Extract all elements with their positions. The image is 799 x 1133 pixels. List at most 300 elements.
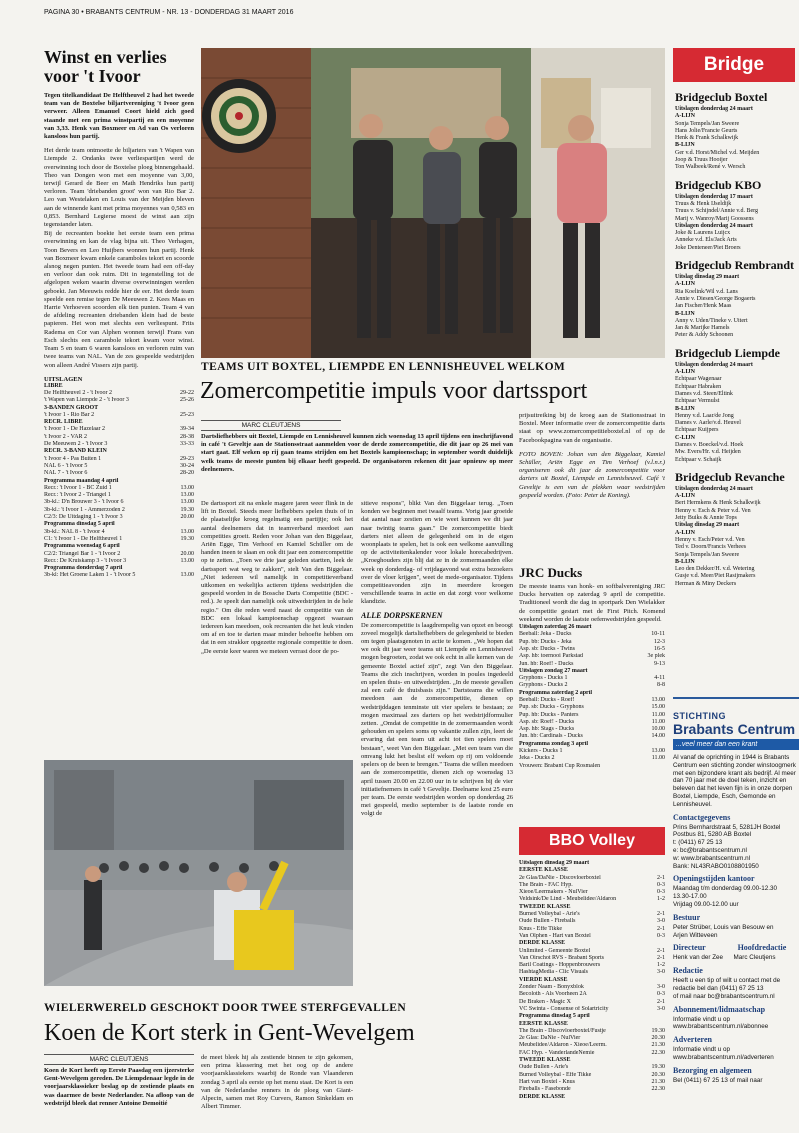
bridge-club-title: Bridgeclub KBO bbox=[675, 177, 762, 192]
biljart-result-row bbox=[44, 434, 194, 441]
bridge-result-line: Echtpaar Habraken bbox=[675, 383, 722, 390]
biljart-result-score bbox=[174, 521, 194, 528]
bridge-result-line: Ger v.d. Horst/Michel v.d. Meijden bbox=[675, 149, 760, 156]
jrc-result-label: Kickers - Ducks 1 bbox=[519, 748, 563, 755]
volley-result-label: Oude Bullen - Arie's bbox=[519, 1064, 569, 1071]
biljart-result-label: NAL 7 - 't Ivoor 6 bbox=[44, 470, 88, 477]
bridge-result-line: Mw. Evers/Hr. v.d. Heijden bbox=[675, 449, 741, 456]
bridge-result-line: Echtpaar v. Schaijk bbox=[675, 456, 722, 463]
volley-result-label: DERDE KLASSE bbox=[519, 1093, 566, 1100]
jrc-result-score bbox=[639, 763, 665, 770]
jrc-result-row bbox=[519, 763, 665, 770]
biljart-result-score bbox=[174, 565, 194, 572]
bridge-result-line: Sonja Tempels/Jan Sweere bbox=[675, 120, 740, 127]
volley-result-row bbox=[519, 1021, 665, 1028]
volley-result-score: 21.30 bbox=[651, 1042, 665, 1049]
stichting-info-line: of mail naar bc@brabantscentrum.nl bbox=[673, 992, 775, 1000]
jrc-result-score bbox=[639, 741, 665, 748]
biljart-result-label: 't Ivoor 1 - De Hazelaar 2 bbox=[44, 426, 106, 433]
bridge-result-line: Marij v. Wanroy/Marij Goossens bbox=[675, 215, 754, 222]
biljart-result-row bbox=[44, 448, 194, 455]
volley-result-score: 19.30 bbox=[651, 1027, 665, 1034]
cycling-column-1: Koen de Kort heeft op Eerste Paasdag een ijzersterke Gent-Wevelgem gereden. De Liempdenaar legde in de voorjaarsklassieker beslag op de zestiende plaats en was daarmee de beste Nederlander. Na afloop van de wedstrijd bleek dat renner Antoine Demoitié bbox=[44, 1067, 194, 1107]
biljart-result-row bbox=[44, 507, 194, 514]
volley-result-score: 3-0 bbox=[657, 1005, 665, 1012]
volley-result-score: 20.30 bbox=[651, 1071, 665, 1078]
volley-result-row bbox=[519, 882, 665, 889]
volley-result-score bbox=[647, 1021, 665, 1028]
biljart-result-row bbox=[44, 551, 194, 558]
volley-result-row bbox=[519, 1035, 665, 1042]
results-table bbox=[44, 383, 194, 580]
jrc-result-label: Pup. sb: Ducks - Gryphons bbox=[519, 704, 584, 711]
jrc-result-score bbox=[639, 624, 665, 631]
jrc-result-score: 8-8 bbox=[657, 682, 665, 689]
volley-result-label: FAC Hyp. - VanderlandeNemie bbox=[519, 1049, 595, 1056]
bridge-result-line: Joop & Truus Hooijer bbox=[675, 157, 728, 164]
article-paragraph: Bij de recreanten boekte het eerste team een prima overwinning en kan de vlag bijna uit. Theo Verhagen, Toon Bevers en Leo Huijbers wonnen hun partij. Henk van Boxmeer kwam enkele caramboles tekort en scoorde alsnog negen punten. Het tweede team had een off-day en verloor dan ook ruim. Dit in tegenstelling tot de afgelopen weken waarin diverse overwinningen werden geboekt. Jan Meeuwis redde hier de eer. Het derde team speelde een remise tegen De Meeuwen 2. Kees Maas en Harrie Verhoeven scoorden elk tien punten. Team 4 van de afdeling recreanten driebanden klein had de beste papieren. Het won met slechts een verliespunt. Frits Radema en Cor van Alphen wonnen terwijl Frans van Esch slechts een carambole tekort kwam voor winst. Team 5 en team 6 waren kansloos en verloren ruim van twee teams van NAL. Van de zes gespeelde wedstrijden won alleen André Vissers zijn partij. bbox=[44, 230, 194, 369]
volley-result-row bbox=[519, 940, 665, 947]
jrc-result-label: Programma zaterdag 2 april bbox=[519, 689, 593, 696]
biljart-result-row bbox=[44, 470, 194, 477]
volley-result-score: 22.30 bbox=[651, 1086, 665, 1093]
bridge-club-title: Bridgeclub Boxtel bbox=[675, 90, 768, 104]
biljart-result-label: Programma woensdag 6 april bbox=[44, 543, 120, 550]
volley-result-row bbox=[519, 1072, 665, 1079]
biljart-result-row bbox=[44, 529, 194, 536]
jrc-intro: De meeste teams van honk- en softbalvereniging JRC Ducks hervatten op zaterdag 9 april de competitie. Traditioneel wordt die dag in sportpark Den Wielakker de competitie gestart met de First Pitch. Komend weekend worden de laatste oefenwedstrijden gespeeld. bbox=[519, 583, 665, 623]
jrc-result-score: 13.00 bbox=[651, 696, 665, 703]
bridge-result-line: Uitslagen donderdag 24 maart bbox=[675, 106, 753, 112]
biljart-result-label: 't Ivoor 2 - VAR 2 bbox=[44, 433, 88, 440]
biljart-result-label: De Meeuwen 2 - 't Ivoor 3 bbox=[44, 441, 108, 448]
bridge-result-line: A-LIJN bbox=[675, 529, 696, 536]
stichting-section-heading: Abonnement/lidmaatschap bbox=[673, 1004, 766, 1014]
volley-result-label: EERSTE KLASSE bbox=[519, 867, 568, 874]
bridge-result-line: Dames v. Aarle/v.d. Heuvel bbox=[675, 420, 741, 427]
stichting-section-heading: Openingstijden kantoor bbox=[673, 874, 755, 884]
jrc-result-score: 4-11 bbox=[654, 675, 665, 682]
bridge-result-line: A-LIJN bbox=[675, 493, 696, 500]
volley-result-label: 2e Glas/DaNie - Discovloerboxtel bbox=[519, 874, 601, 881]
volley-result-score: 2-1 bbox=[657, 874, 665, 881]
bridge-result-line: Jan & Marijke Hamels bbox=[675, 325, 730, 332]
jrc-result-score: 11.00 bbox=[651, 755, 665, 762]
jrc-result-row bbox=[519, 690, 665, 697]
volley-table bbox=[519, 860, 665, 1101]
volley-result-score bbox=[647, 904, 665, 911]
biljart-result-label: 't Ivoor 1 - Rio Bar 2 bbox=[44, 411, 95, 418]
bridge-result-line: Dames v.d. Steen/Eltink bbox=[675, 390, 733, 397]
bridge-result-line: Truus v. Schijndel/Annie v.d. Berg bbox=[675, 208, 759, 215]
volley-result-label: Van Oirschot RVS - Brabant Sports bbox=[519, 954, 605, 961]
volley-result-label: Van Olphen - Hart van Boxtel bbox=[519, 932, 591, 939]
jrc-result-score: 10-11 bbox=[651, 631, 665, 638]
bridge-result-line: Dames v. Boeckel/v.d. Hoek bbox=[675, 441, 744, 448]
biljart-result-score: 29-23 bbox=[180, 455, 194, 462]
article-lead: Tegen titelkandidaat De Helftheuvel 2 had het tweede team van de Boxtelse biljartvereniging 't Ivoor geen verweer. Alleen Emanuel Coort hield zich goed staande met een prima winstpartij en een moyenne van 3,33. Henk van Boxmeer en Ad van Os verloren kansloos hun partij. bbox=[44, 92, 194, 141]
volley-result-score bbox=[647, 1094, 665, 1101]
jrc-result-label: Vrouwen: Brabant Cup Rosmalen bbox=[519, 762, 601, 769]
biljart-result-score: 20.00 bbox=[180, 514, 194, 521]
jrc-result-row bbox=[519, 697, 665, 704]
bridge-result-line: B-LIJN bbox=[675, 142, 695, 149]
biljart-result-label: LIBRE bbox=[44, 382, 63, 389]
bridge-result-line: Joke Denteneer/Piet Broers bbox=[675, 244, 741, 251]
biljart-result-score: 13.00 bbox=[180, 492, 194, 499]
jrc-result-score: 3e plek bbox=[647, 653, 665, 660]
biljart-result-score bbox=[174, 405, 194, 412]
volley-result-row bbox=[519, 896, 665, 903]
biljart-result-label: Programma maandag 4 april bbox=[44, 477, 119, 484]
biljart-result-label: RECR. LIBRE bbox=[44, 419, 83, 426]
bridge-result-line: Sonja Tempels/Jan Sweere bbox=[675, 551, 740, 558]
jrc-result-score: 15.00 bbox=[651, 704, 665, 711]
volley-result-row bbox=[519, 918, 665, 925]
bridge-result-line: A-LIJN bbox=[675, 113, 696, 120]
biljart-result-label: Recr.: 't Ivoor 1 - BC Zuid 1 bbox=[44, 484, 112, 491]
volley-result-score bbox=[647, 977, 665, 984]
cycling-photo bbox=[44, 760, 353, 986]
jrc-result-row bbox=[519, 646, 665, 653]
stichting-info-line: Maandag t/m donderdag 09.00-12.30 bbox=[673, 885, 777, 893]
jrc-result-score: 9-13 bbox=[654, 660, 665, 667]
biljart-result-row bbox=[44, 456, 194, 463]
stichting-box bbox=[673, 697, 799, 1133]
volley-result-row bbox=[519, 926, 665, 933]
volley-result-row bbox=[519, 999, 665, 1006]
stichting-info-line: Arjen Witteveen bbox=[673, 931, 718, 939]
bridge-result-line: B-LIJN bbox=[675, 405, 695, 412]
volley-result-row bbox=[519, 867, 665, 874]
volley-result-row bbox=[519, 904, 665, 911]
volley-result-score bbox=[647, 860, 665, 867]
darts-kicker: TEAMS UIT BOXTEL, LIEMPDE EN LENNISHEUVEL WELKOM bbox=[201, 361, 566, 373]
biljart-result-label: Recr.: De Kruiskamp 3 - 't Ivoor 3 bbox=[44, 557, 127, 564]
biljart-result-label: 3b-kl.: 't Ivoor 1 - Ammerzoden 2 bbox=[44, 506, 125, 513]
biljart-result-row bbox=[44, 485, 194, 492]
bridge-result-line: Herman & Miny Deckers bbox=[675, 580, 737, 587]
stichting-info-line: www.brabantscentrum.nl/abonnee bbox=[673, 1023, 769, 1031]
volley-result-label: Becoloth - Als Voorheen 2A bbox=[519, 991, 587, 998]
stichting-section-heading: Bezorging en algemeen bbox=[673, 1065, 752, 1075]
biljart-result-score: 28-38 bbox=[180, 433, 194, 440]
volley-result-score: 0-3 bbox=[657, 932, 665, 939]
jrc-result-row bbox=[519, 719, 665, 726]
volley-result-score: 21.30 bbox=[651, 1078, 665, 1085]
jrc-result-score bbox=[639, 668, 665, 675]
bridge-result-line: Anneke v.d. Els/Jack Arts bbox=[675, 237, 737, 244]
jrc-result-label: Uitslagen zaterdag 26 maart bbox=[519, 624, 592, 631]
biljart-result-label: Recr.: 't Ivoor 2 - Triangel 1 bbox=[44, 492, 111, 499]
cycling-kicker: WIELERWERELD GESCHOKT DOOR TWEE STERFGEVALLEN bbox=[44, 1002, 407, 1014]
volley-result-row bbox=[519, 1064, 665, 1071]
bridge-result-line: Jan Fischer/Henk Maas bbox=[675, 303, 732, 310]
jrc-result-row bbox=[519, 675, 665, 682]
jrc-result-score: 13.00 bbox=[651, 748, 665, 755]
biljart-result-score: 13.00 bbox=[180, 528, 194, 535]
volley-result-score: 2-1 bbox=[657, 925, 665, 932]
stichting-section-heading: Directeur Hoofdredactie bbox=[673, 943, 787, 953]
biljart-result-score bbox=[174, 478, 194, 485]
biljart-result-row bbox=[44, 463, 194, 470]
volley-result-row bbox=[519, 1050, 665, 1057]
biljart-result-score: 13.00 bbox=[180, 572, 194, 579]
biljart-result-score: 25-23 bbox=[180, 411, 194, 418]
stichting-info-line: 13.30-17.00 bbox=[673, 893, 707, 901]
jrc-result-label: Jun. hb: Roef! - Ducks bbox=[519, 660, 574, 667]
bridge-result-line: Annie v. Diesen/George Bogaerts bbox=[675, 295, 756, 302]
stichting-info-line: Vrijdag 09.00-12.00 uur bbox=[673, 900, 739, 908]
volley-result-row bbox=[519, 962, 665, 969]
jrc-result-label: Jeka - Ducks 2 bbox=[519, 755, 555, 762]
bridge-result-line: Uitslagen donderdag 24 maart bbox=[675, 222, 753, 229]
jrc-result-score: 14.00 bbox=[651, 733, 665, 740]
volley-result-row bbox=[519, 1028, 665, 1035]
biljart-result-row bbox=[44, 419, 194, 426]
article-paragraph: Het derde team ontmoette de biljarters van 't Wapen van Liempde 2. Ondanks twee verliespartijen werd de overwinning toch door de Boxtelse ploeg binnengehaald. Theo van Dongen won met een moyenne van 3,00, terwijl Gerard de Beer en Math Hendriks hun partij verloren. Team 'driebanden groot' won van Rio Bar 2. Leo van Westelaken en Louis van der Meijden bleven aan de winnende kant met prima moyennes van 0,583 en 0,853. Bernhard Legierse moest de winst aan zijn tegenstander laten. bbox=[44, 147, 194, 229]
bridge-result-line: B-LIJN bbox=[675, 558, 695, 565]
volley-result-row bbox=[519, 860, 665, 867]
biljart-result-score: 13.00 bbox=[180, 484, 194, 491]
volley-result-label: VC Swinta - Consense of Solartricity bbox=[519, 1005, 609, 1012]
volley-result-label: De Braken - Magic X bbox=[519, 998, 571, 1005]
jrc-result-row bbox=[519, 741, 665, 748]
bridge-result-line: Uitslagen donderdag 17 maart bbox=[675, 193, 753, 200]
jrc-result-label: Jun. hb: Cardinals - Ducks bbox=[519, 733, 583, 740]
jrc-result-row bbox=[519, 755, 665, 762]
volley-result-label: VIERDE KLASSE bbox=[519, 976, 568, 983]
bridge-result-line: Henny v. Esch/Peter v.d. Ven bbox=[675, 536, 745, 543]
volley-result-label: EERSTE KLASSE bbox=[519, 1020, 568, 1027]
volley-result-label: DERDE KLASSE bbox=[519, 940, 566, 947]
bridge-club-title: Bridgeclub Revanche bbox=[675, 469, 785, 484]
volley-result-label: Unlimited - Gemeente Boxtel bbox=[519, 947, 591, 954]
volley-result-score: 3-0 bbox=[657, 918, 665, 925]
volley-result-score: 1-2 bbox=[657, 896, 665, 903]
bridge-result-line: Uitslag dinsdag 29 maart bbox=[675, 522, 740, 529]
volley-result-score: 3-0 bbox=[657, 969, 665, 976]
bridge-result-line: Uitslagen donderdag 24 maart bbox=[675, 485, 753, 492]
volley-result-score bbox=[647, 867, 665, 874]
jrc-result-row bbox=[519, 653, 665, 660]
stichting-info-line: t: (0411) 67 25 13 bbox=[673, 839, 723, 847]
volley-result-score: 22.30 bbox=[651, 1049, 665, 1056]
bridge-result-line: Truus & Henk IJseldijk bbox=[675, 200, 732, 207]
jrc-result-row bbox=[519, 668, 665, 675]
bridge-result-line: Uitslag dinsdag 29 maart bbox=[675, 274, 740, 281]
biljart-result-label: NAL 6 - 't Ivoor 5 bbox=[44, 462, 88, 469]
stichting-info-line: redactie bel dan (0411) 67 25 13 bbox=[673, 984, 764, 992]
volley-result-label: The Brain - Discovloerboxtel/Fustje bbox=[519, 1027, 606, 1034]
bridge-results bbox=[675, 84, 797, 689]
volley-result-label: Programma dinsdag 5 april bbox=[519, 1013, 590, 1020]
bridge-result-line: Echtpaar Kuijpers bbox=[675, 427, 719, 434]
bridge-result-line: Henny v.d. Laar/de Jong bbox=[675, 412, 734, 419]
bridge-result-line: Jetty Buiks & Annie Tops bbox=[675, 515, 737, 522]
jrc-result-row bbox=[519, 639, 665, 646]
stichting-info-line: Heeft u een tip of wilt u contact met de bbox=[673, 977, 781, 985]
jrc-result-score: 16-5 bbox=[654, 645, 665, 652]
volley-result-score: 2-1 bbox=[657, 954, 665, 961]
biljart-result-score: 33-33 bbox=[180, 441, 194, 448]
volley-result-score: 2-1 bbox=[657, 947, 665, 954]
bridge-result-line: Leo den Dekker/H. v.d. Wetering bbox=[675, 566, 755, 573]
jrc-result-label: Pup. hb: Ducks - Panters bbox=[519, 711, 579, 718]
biljart-result-score bbox=[174, 419, 194, 426]
bridge-result-line: Ria Koelink/Wil v.d. Lans bbox=[675, 288, 738, 295]
biljart-result-label: 3b-kl: Het Groene Laken 1 - 't Ivoor 5 bbox=[44, 572, 136, 579]
volley-result-score: 2-1 bbox=[657, 911, 665, 918]
jrc-result-row bbox=[519, 726, 665, 733]
bridge-club-title: Bridgeclub Liempde bbox=[675, 345, 781, 360]
volley-result-row bbox=[519, 1094, 665, 1101]
volley-result-row bbox=[519, 1042, 665, 1049]
jrc-result-label: Gryphons - Ducks 1 bbox=[519, 675, 568, 682]
biljart-article bbox=[44, 48, 194, 748]
biljart-result-label: 3b-kl.: NAL 8 - 't Ivoor 4 bbox=[44, 528, 105, 535]
biljart-result-row bbox=[44, 390, 194, 397]
stichting-info-line: Postbus 81, 5280 AB Boxtel bbox=[673, 831, 752, 839]
biljart-result-row bbox=[44, 426, 194, 433]
darts-subheading: ALLE DORPSKERNEN bbox=[361, 610, 443, 620]
volley-result-label: The Brain - FAC Hyp. bbox=[519, 881, 573, 888]
biljart-result-label: C1: 't Ivoor 1 - De Helftheuvel 1 bbox=[44, 535, 123, 542]
biljart-result-label: 't Wapen van Liempde 2 - 't Ivoor 3 bbox=[44, 397, 129, 404]
volley-result-row bbox=[519, 1013, 665, 1020]
jrc-result-row bbox=[519, 631, 665, 638]
biljart-result-row bbox=[44, 572, 194, 579]
biljart-result-row bbox=[44, 441, 194, 448]
biljart-result-row bbox=[44, 543, 194, 550]
stichting-info-line: Bank: NL43RABO0108801950 bbox=[673, 862, 759, 870]
biljart-result-label: 3b-kl.: D'n Brouwer 3 - 't Ivoor 6 bbox=[44, 499, 124, 506]
biljart-result-score: 13.00 bbox=[180, 557, 194, 564]
cycling-headline: Koen de Kort sterk in Gent-Wevelgem bbox=[44, 1020, 415, 1046]
stichting-section-heading: Bestuur bbox=[673, 912, 701, 922]
volley-result-label: TWEEDE KLASSE bbox=[519, 903, 571, 910]
stichting-title: Brabants Centrum bbox=[673, 721, 796, 737]
jrc-result-row bbox=[519, 712, 665, 719]
bridge-banner: Bridge bbox=[673, 48, 795, 82]
jrc-result-row bbox=[519, 733, 665, 740]
stichting-info-line: www.brabantscentrum.nl/adverteren bbox=[673, 1053, 774, 1061]
jrc-result-label: Asp. hb: Stags - Ducks bbox=[519, 726, 575, 733]
volley-result-score: 2-1 bbox=[657, 998, 665, 1005]
biljart-result-label: 't Ivoor 4 - Pas Buiten 1 bbox=[44, 455, 102, 462]
biljart-result-score: 13.00 bbox=[180, 499, 194, 506]
jrc-result-label: Beeball: Ducks - Roef! bbox=[519, 696, 575, 703]
jrc-table bbox=[519, 624, 665, 770]
bridge-result-line: Gusje v.d. Meer/Piet Rasijmakers bbox=[675, 573, 756, 580]
volley-result-label: Hart van Boxtel - Knus bbox=[519, 1078, 575, 1085]
jrc-result-row bbox=[519, 661, 665, 668]
volley-result-row bbox=[519, 933, 665, 940]
bridge-result-line: Henny v. Esch & Peter v.d. Ven bbox=[675, 507, 751, 514]
stichting-tagline: ...veel meer dan een krant bbox=[673, 739, 799, 750]
jrc-title: JRC Ducks bbox=[519, 565, 583, 580]
jrc-result-label: Uitslagen zondag 27 maart bbox=[519, 667, 588, 674]
volley-result-row bbox=[519, 948, 665, 955]
volley-result-row bbox=[519, 984, 665, 991]
stichting-info-line: Bel (0411) 67 25 13 of mail naar bbox=[673, 1076, 763, 1084]
biljart-result-label: Programma dinsdag 5 april bbox=[44, 521, 115, 528]
volley-result-score: 0-3 bbox=[657, 881, 665, 888]
volley-result-score: 19.30 bbox=[651, 1064, 665, 1071]
bridge-result-line: Hans Jolie/Francie Geurts bbox=[675, 127, 738, 134]
stichting-about: Al vanaf de oprichting in 1944 is Brabants Centrum een stichting zonder winstoogmerk met een bijzondere krant als bedrijf. Al meer dan 70 jaar met de doel teken, inzicht en beleven dat het leven fijn is in onze dorpen Boxtel, Liempde, Esch, Gemonde en Lennisheuvel. bbox=[673, 754, 796, 808]
stichting-info-line: Prins Bernhardstraat 5, 5281JH Boxtel bbox=[673, 823, 781, 831]
darts-photo-caption: FOTO BOVEN: Johan van den Biggelaar, Kamiel Schüller, Ariën Egge en Tim Verhoef (v.l.n.r.) organiseren ook dit jaar de zomercompetitie voor darters uit Boxtel, Liempde en Lennisheuvel. Café 't Geveltje is een van de plekken waar wedstrijden gespeeld worden. (Foto: Peter de Koning). bbox=[519, 450, 665, 499]
biljart-result-score bbox=[174, 383, 194, 390]
volley-result-label: Zonder Naam - Bonyxblok bbox=[519, 984, 584, 991]
volley-result-score bbox=[647, 1057, 665, 1064]
biljart-result-label: Programma donderdag 7 april bbox=[44, 565, 123, 572]
biljart-result-score: 39-34 bbox=[180, 426, 194, 433]
jrc-result-score bbox=[639, 690, 665, 697]
jrc-result-score: 12-3 bbox=[654, 638, 665, 645]
volley-result-label: HashtagMedia - Clic Visuals bbox=[519, 969, 589, 976]
darts-column-2b: De zomercompetitie is laagdrempelig van opzet en beoogt zoveel mogelijk dartsliefhebbers de gelegenheid te bieden om tegen plaatsgenoten in actie te komen. „We hopen dat we ook dit jaar weer teams uit Liempde en Lennisheuvel mogen begroeten, zodat we ook echt in alle kernen van de gemeente Boxtel actief zijn", zegt Van den Biggelaar. Teams die zich inschrijven, worden in poules ingedeeld en spelen thuis- en uitwedstrijden. „In de meeste gevallen zal een café de thuisbasis zijn." Dartsteams die willen meedoen aan de zomercompetitie, dienen op wedstrijddagen tenminste uit vier spelers te bestaan; ze mogen maximaal zes darters op het wedstrijdformulier zetten. „Omdat de competitie in de zomermaanden wordt gehouden en spelers soms op vakantie zullen zijn, leert de ervaring dat een team uit acht tot tien spelers moet bestaan", weet Van den Biggelaar. „Met een team van die omvang lukt het beslist elf weken op rij om voldoende spelers op de been te brengen." Teams die willen meedoen aan de zomercompetitie, dienen zich op woensdag 13 april tussen 20.00 en 22.00 uur in te schrijven bij de vier initiatiefnemers in café 't Geveltje. Deelname kost 25 euro per team. De eerste wedstrijden worden op donderdag 26 mei gespeeld, medio september is de laatste ronde en volgt de bbox=[361, 621, 513, 818]
stichting-info-line: Henk van der Zee Marc Cleutjens bbox=[673, 954, 776, 962]
volley-result-label: Uitslagen dinsdag 29 maart bbox=[519, 860, 590, 866]
volley-result-row bbox=[519, 1086, 665, 1093]
darts-column-3: prijsuitreiking bij de kroeg aan de Stationsstraat in Boxtel. Meer informatie over de zomercompetitie darts staat op www.zomercompetitieboxtel.nl of op de Facebookpagina van de organisatie. bbox=[519, 412, 665, 444]
biljart-result-row bbox=[44, 514, 194, 521]
biljart-result-row bbox=[44, 499, 194, 506]
volley-result-score: 0-3 bbox=[657, 889, 665, 896]
cycling-photo-illustration bbox=[44, 760, 353, 986]
darts-photo bbox=[201, 48, 665, 358]
volley-result-label: TWEEDE KLASSE bbox=[519, 1057, 571, 1064]
jrc-result-row bbox=[519, 748, 665, 755]
biljart-result-label: C2/3: De Uitdaging 1 - 't Ivoor 3 bbox=[44, 514, 123, 521]
jrc-result-label: Beeball: Jeka - Ducks bbox=[519, 631, 572, 638]
volley-result-label: Meubelidee/Aldaron - Xieoe/Leerm. bbox=[519, 1042, 607, 1049]
jrc-result-label: Pup. bb: Ducks - Jeka bbox=[519, 638, 572, 645]
bridge-result-line: A-LIJN bbox=[675, 281, 696, 288]
jrc-result-label: Asp. hb: toernooi Parkstad bbox=[519, 653, 583, 660]
volley-result-score: 0-3 bbox=[657, 991, 665, 998]
volley-result-score bbox=[647, 1013, 665, 1020]
biljart-result-row bbox=[44, 397, 194, 404]
stichting-sections bbox=[673, 813, 799, 1085]
biljart-result-score: 28-20 bbox=[180, 470, 194, 477]
biljart-result-score: 30-24 bbox=[180, 462, 194, 469]
bridge-result-line: Peter & Addy Schoonen bbox=[675, 332, 734, 339]
volley-result-label: Xieoe/Leermakers - NulVier bbox=[519, 889, 588, 896]
volley-result-label: Oude Bullen - Fireballs bbox=[519, 918, 576, 925]
volley-result-label: 2e Glas: DaNie - NulVier bbox=[519, 1035, 581, 1042]
biljart-result-score bbox=[174, 448, 194, 455]
bridge-result-line: Echtpaar Wagenaar bbox=[675, 376, 722, 383]
volley-result-label: Burned Volleybal - Arie's bbox=[519, 911, 580, 918]
volley-result-score bbox=[647, 940, 665, 947]
darts-column-1: De dartssport zit na enkele magere jaren weer flink in de lift in Boxtel. Steeds meer liefhebbers spelen thuis of in de plaatselijke kroeg regelmatig een partijtje; ook het aantal deelnemers dat in teamverband meedoet aan competities groeit. Reden voor Johan van den Biggelaar, Ariën Egge, Tim Verhoof en Kamiel Schüller om de handen ineen te slaan en ook dit jaar een zomercompetitie op te zetten. „Toen we drie jaar geleden startten, leek de dartssport wat weg te zakken", stelt Van den Biggelaar. „Niet iedereen wil namelijk in competitieverband uitkomen en wekelijks actieren tijdens wedstrijden die gespeeld worden in de Bossche Darts Competitie (BDC - red.). Je speelt dan namelijk ook uitwedstrijden in de hele regio." Om die reden werd naast de competitie van de BDC een lokaal kampioenschap opgezet waaraan iedereen kan meedoen, ook recreanten die het leuk vinden om af en toe te darten maar minder behoefte hebben om dat in een strakker opgezette regionale competitie te doen. „De eerste keer waren we meteen verrast door de po- bbox=[201, 500, 353, 655]
biljart-result-row bbox=[44, 383, 194, 390]
biljart-result-row bbox=[44, 478, 194, 485]
biljart-result-row bbox=[44, 492, 194, 499]
bridge-result-line: Echtpaar Vermulst bbox=[675, 398, 720, 405]
volley-result-row bbox=[519, 977, 665, 984]
volley-result-row bbox=[519, 911, 665, 918]
volley-result-label: Veldsink/De Lind - Meubelidee/Aldaron bbox=[519, 896, 617, 903]
darts-byline: MARC CLEUTJENS bbox=[201, 420, 341, 431]
bridge-result-line: C-LIJN bbox=[675, 434, 696, 441]
biljart-result-row bbox=[44, 565, 194, 572]
stichting-section-heading: Contactgegevens bbox=[673, 812, 731, 822]
jrc-result-label: Asp. sb: Ducks - Twins bbox=[519, 645, 575, 652]
